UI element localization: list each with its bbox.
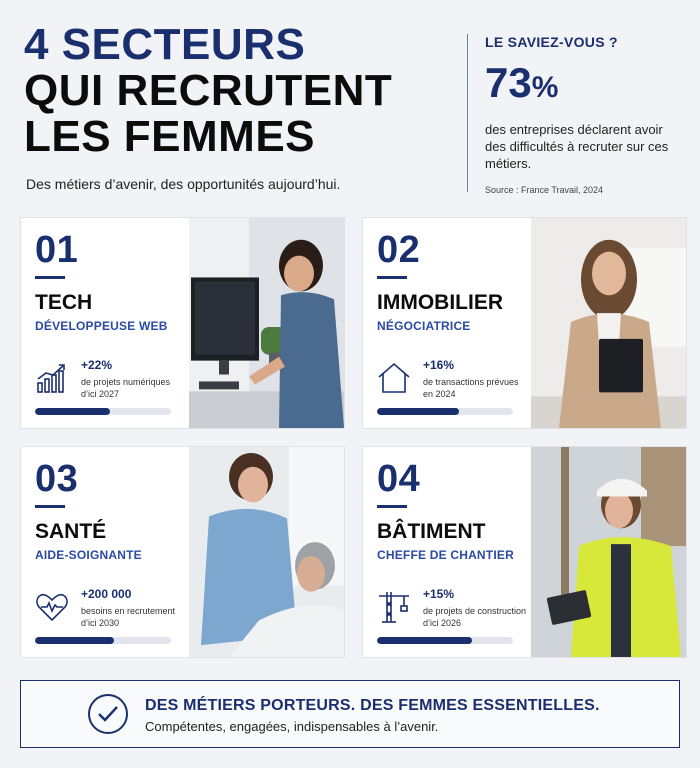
hero-title-line-1: 4 SECTEURS (24, 20, 306, 69)
check-circle-icon (87, 693, 129, 735)
number-underline (35, 276, 65, 279)
sector-card-batiment (362, 446, 687, 658)
hero-title (24, 22, 444, 160)
progress-fill (35, 408, 110, 415)
did-you-know-unit: % (531, 71, 559, 104)
card-stat-description: de transactions prévues en 2024 (423, 377, 519, 399)
sector-card-tech (20, 217, 345, 429)
card-sector: BÂTIMENT (377, 520, 486, 543)
banner-subline: Compétentes, engagées, indispensables à l’avenir. (145, 719, 439, 734)
divider (467, 34, 468, 192)
card-number: 01 (35, 229, 79, 271)
card-stat (35, 358, 185, 400)
progress-fill (377, 408, 459, 415)
heart-pulse-icon (35, 590, 69, 624)
hero-subtitle: Des métiers d’avenir, des opportunités aujourd’hui. (26, 176, 341, 192)
card-number: 04 (377, 458, 421, 500)
card-stat (377, 587, 527, 629)
progress-bar (377, 637, 513, 644)
did-you-know-label: LE SAVIEZ-VOUS ? (485, 34, 618, 50)
card-number: 02 (377, 229, 421, 271)
bottom-banner (20, 680, 680, 748)
card-stat-description: de projets de construction d’ici 2026 (423, 606, 527, 628)
card-stat-value: +22% (81, 358, 113, 372)
site-manager-photo (531, 447, 686, 657)
hero-title-line-3: LES FEMMES (24, 112, 316, 161)
number-underline (377, 276, 407, 279)
hero-title-line-2: QUI RECRUTENT (24, 66, 393, 115)
card-number: 03 (35, 458, 79, 500)
card-job: DÉVELOPPEUSE WEB (35, 319, 168, 333)
card-job: NÉGOCIATRICE (377, 319, 471, 333)
card-stat-value: +15% (423, 587, 455, 601)
house-icon (377, 361, 411, 395)
card-stat-value: +16% (423, 358, 455, 372)
did-you-know-panel (485, 34, 685, 195)
sector-card-immobilier (362, 217, 687, 429)
card-stat-description: de projets numériques d’ici 2027 (81, 377, 171, 399)
did-you-know-value: 73 (485, 59, 532, 106)
card-stat (377, 358, 527, 400)
caregiver-photo (189, 447, 344, 657)
card-job: AIDE-SOIGNANTE (35, 548, 142, 562)
card-sector: TECH (35, 291, 93, 314)
card-sector: IMMOBILIER (377, 291, 503, 314)
progress-bar (377, 408, 513, 415)
banner-headline: DES MÉTIERS PORTEURS. DES FEMMES ESSENTIELLES. (145, 697, 600, 714)
crane-icon (377, 590, 411, 624)
card-stat (35, 587, 185, 629)
progress-bar (35, 408, 171, 415)
card-stat-value: +200 000 (81, 587, 132, 601)
card-job: CHEFFE DE CHANTIER (377, 548, 514, 562)
chart-growth-icon (35, 361, 69, 395)
did-you-know-source: Source : France Travail, 2024 (485, 185, 604, 195)
number-underline (377, 505, 407, 508)
developer-photo (189, 218, 344, 428)
did-you-know-figure (485, 60, 685, 111)
card-stat-description: besoins en recrutement d’ici 2030 (81, 606, 176, 628)
real-estate-agent-photo (531, 218, 686, 428)
number-underline (35, 505, 65, 508)
card-sector: SANTÉ (35, 520, 107, 543)
progress-bar (35, 637, 171, 644)
did-you-know-description: des entreprises déclarent avoir des difficultés à recruter sur ces métiers. (485, 122, 669, 171)
progress-fill (35, 637, 114, 644)
sector-card-sante (20, 446, 345, 658)
progress-fill (377, 637, 472, 644)
